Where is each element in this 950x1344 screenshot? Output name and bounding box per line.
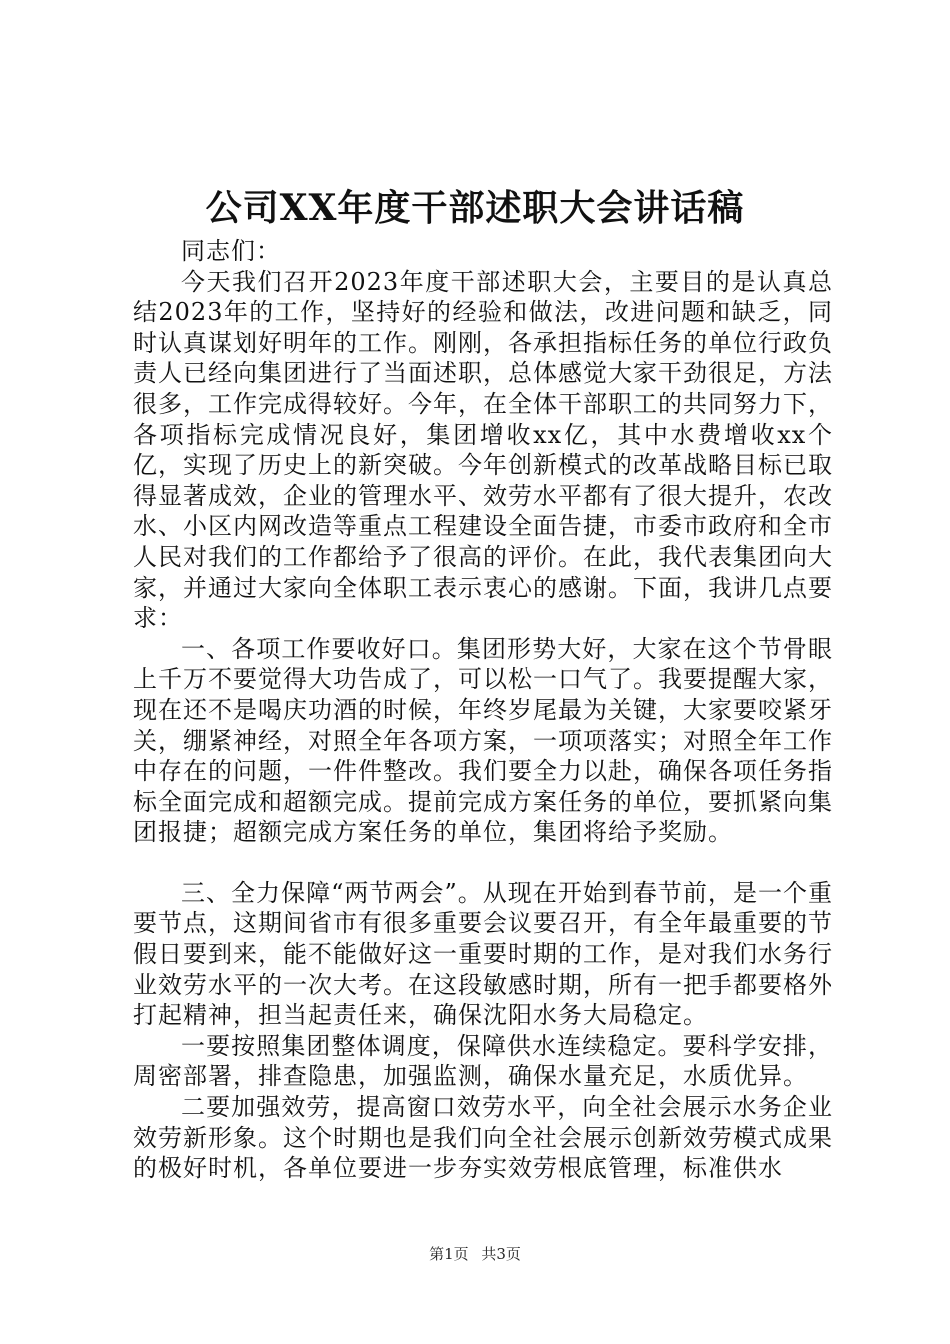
page-number: 第1页 (429, 1245, 469, 1263)
document-title: 公司XX年度干部述职大会讲话稿 (205, 187, 745, 229)
document-body (133, 236, 833, 1184)
salutation-paragraph: 同志们： (181, 237, 281, 265)
body-paragraph: 二要加强效劳，提高窗口效劳水平，向全社会展示水务企业效劳新形象。这个时期也是我们向全社会展示创新效劳模式成果的极好时机，各单位要进一步夯实效劳根底管理，标准供水 (133, 1093, 833, 1183)
body-paragraph: 一、各项工作要收好口。集团形势大好，大家在这个节骨眼上千万不要觉得大功告成了，可以松一口气了。我要提醒大家，现在还不是喝庆功酒的时候，年终岁尾最为关键，大家要咬紧牙关，绷紧神经，对照全年各项方案，一项项落实；对照全年工作中存在的问题，一件件整改。我们要全力以赴，确保各项任务指标全面完成和超额完成。提前完成方案任务的单位，要抓紧向集团报捷；超额完成方案任务的单位，集团将给予奖励。 (133, 634, 833, 847)
page-footer (0, 1244, 950, 1264)
total-pages: 共3页 (481, 1245, 521, 1263)
body-paragraph: 今天我们召开2023年度干部述职大会，主要目的是认真总结2023年的工作，坚持好的经验和做法，改进问题和缺乏，同时认真谋划好明年的工作。刚刚，各承担指标任务的单位行政负责人已经向集团进行了当面述职，总体感觉大家干劲很足，方法很多，工作完成得较好。今年，在全体干部职工的共同努力下，各项指标完成情况良好，集团增收xx亿，其中水费增收xx个亿，实现了历史上的新突破。今年创新模式的改革战略目标已取得显著成效，企业的管理水平、效劳水平都有了很大提升，农改水、小区内网改造等重点工程建设全面告捷，市委市政府和全市人民对我们的工作都给予了很高的评价。在此，我代表集团向大家，并通过大家向全体职工表示衷心的感谢。下面，我讲几点要求： (133, 267, 833, 633)
body-paragraph: 一要按照集团整体调度，保障供水连续稳定。要科学安排，周密部署，排查隐患，加强监测，确保水量充足，水质优异。 (133, 1031, 833, 1091)
body-paragraph: 三、全力保障“两节两会”。从现在开始到春节前，是一个重要节点，这期间省市有很多重要会议要召开，有全年最重要的节假日要到来，能不能做好这一重要时期的工作，是对我们水务行业效劳水平的一次大考。在这段敏感时期，所有一把手都要格外打起精神，担当起责任来，确保沈阳水务大局稳定。 (133, 878, 833, 1030)
